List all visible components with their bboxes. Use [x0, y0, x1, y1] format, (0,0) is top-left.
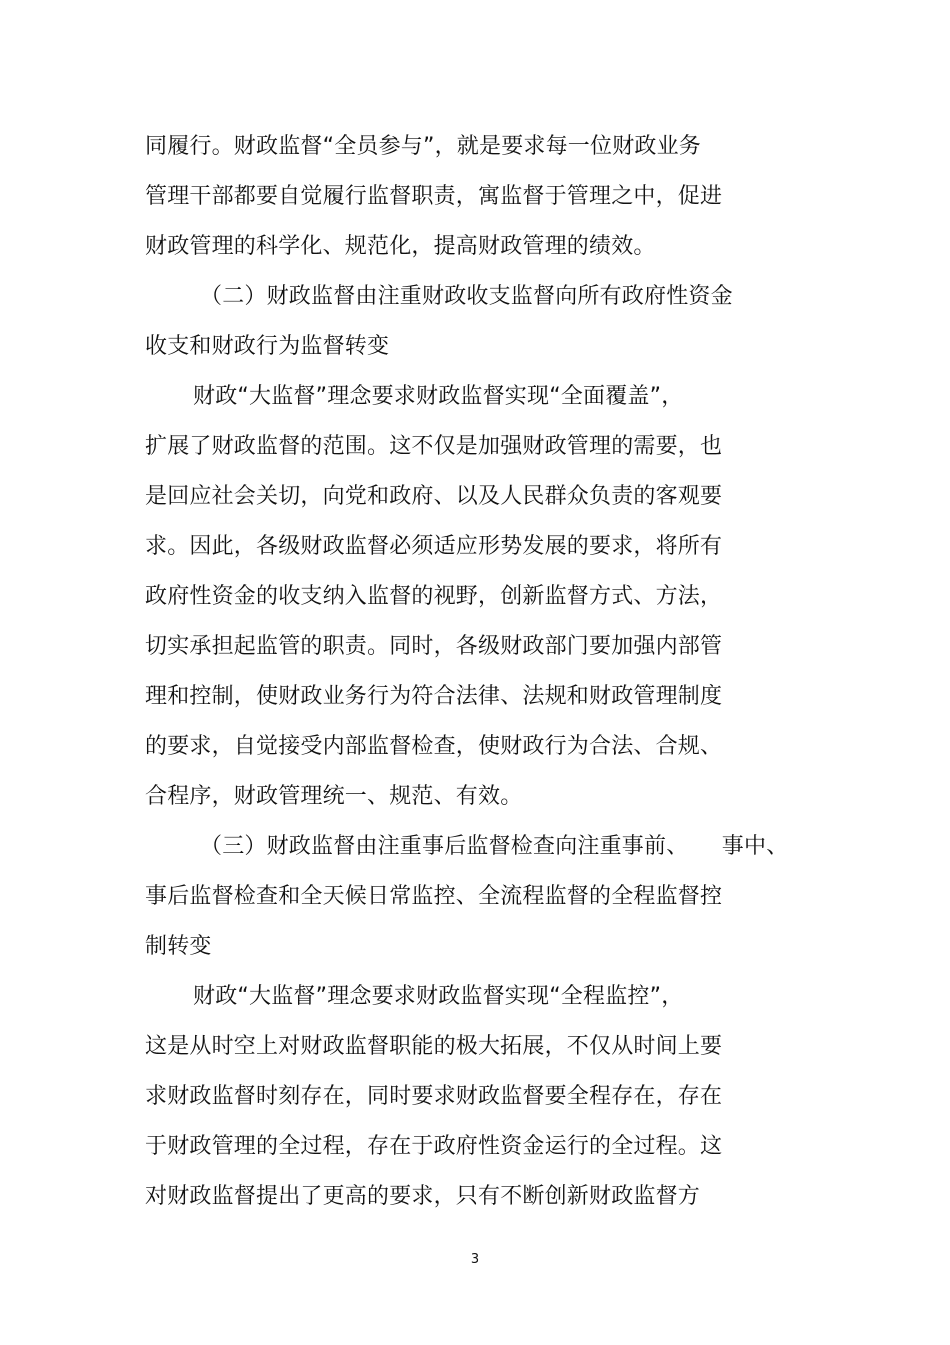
- text-line: 合程序，财政管理统一、规范、有效。: [145, 784, 523, 809]
- section-heading-2: （二）财政监督由注重财政收支监督向所有政府性资金: [200, 284, 733, 309]
- section-heading-3-cont: 制转变: [145, 934, 212, 959]
- section-heading-3: （三）财政监督由注重事后监督检查向注重事前、 事中、: [200, 834, 789, 859]
- text-line: 这是从时空上对财政监督职能的极大拓展，不仅从时间上要: [145, 1034, 723, 1059]
- text-line: 是回应社会关切，向党和政府、以及人民群众负责的客观要: [145, 484, 723, 509]
- paragraph-start: 财政“大监督”理念要求财政监督实现“全面覆盖”，: [193, 384, 684, 409]
- text-line: 扩展了财政监督的范围。这不仅是加强财政管理的需要，也: [145, 434, 723, 459]
- section-heading-2-cont: 收支和财政行为监督转变: [145, 334, 390, 359]
- text-line: 切实承担起监管的职责。同时，各级财政部门要加强内部管: [145, 634, 723, 659]
- text-line: 同履行。财政监督“全员参与”，就是要求每一位财政业务: [145, 134, 701, 159]
- text-line: 的要求，自觉接受内部监督检查，使财政行为合法、合规、: [145, 734, 723, 759]
- page-number: 3: [470, 1252, 480, 1267]
- text-line: 财政管理的科学化、规范化，提高财政管理的绩效。: [145, 234, 656, 259]
- section-heading-3-cont: 事后监督检查和全天候日常监控、全流程监督的全程监督控: [145, 884, 723, 909]
- text-line: 政府性资金的收支纳入监督的视野，创新监督方式、方法，: [145, 584, 723, 609]
- paragraph-start: 财政“大监督”理念要求财政监督实现“全程监控”，: [193, 984, 684, 1009]
- text-line: 求财政监督时刻存在，同时要求财政监督要全程存在，存在: [145, 1084, 723, 1109]
- text-line: 理和控制，使财政业务行为符合法律、法规和财政管理制度: [145, 684, 723, 709]
- text-line: 对财政监督提出了更高的要求，只有不断创新财政监督方: [145, 1184, 701, 1209]
- text-line: 管理干部都要自觉履行监督职责，寓监督于管理之中，促进: [145, 184, 723, 209]
- text-line: 求。因此，各级财政监督必须适应形势发展的要求，将所有: [145, 534, 723, 559]
- text-line: 于财政管理的全过程，存在于政府性资金运行的全过程。这: [145, 1134, 723, 1159]
